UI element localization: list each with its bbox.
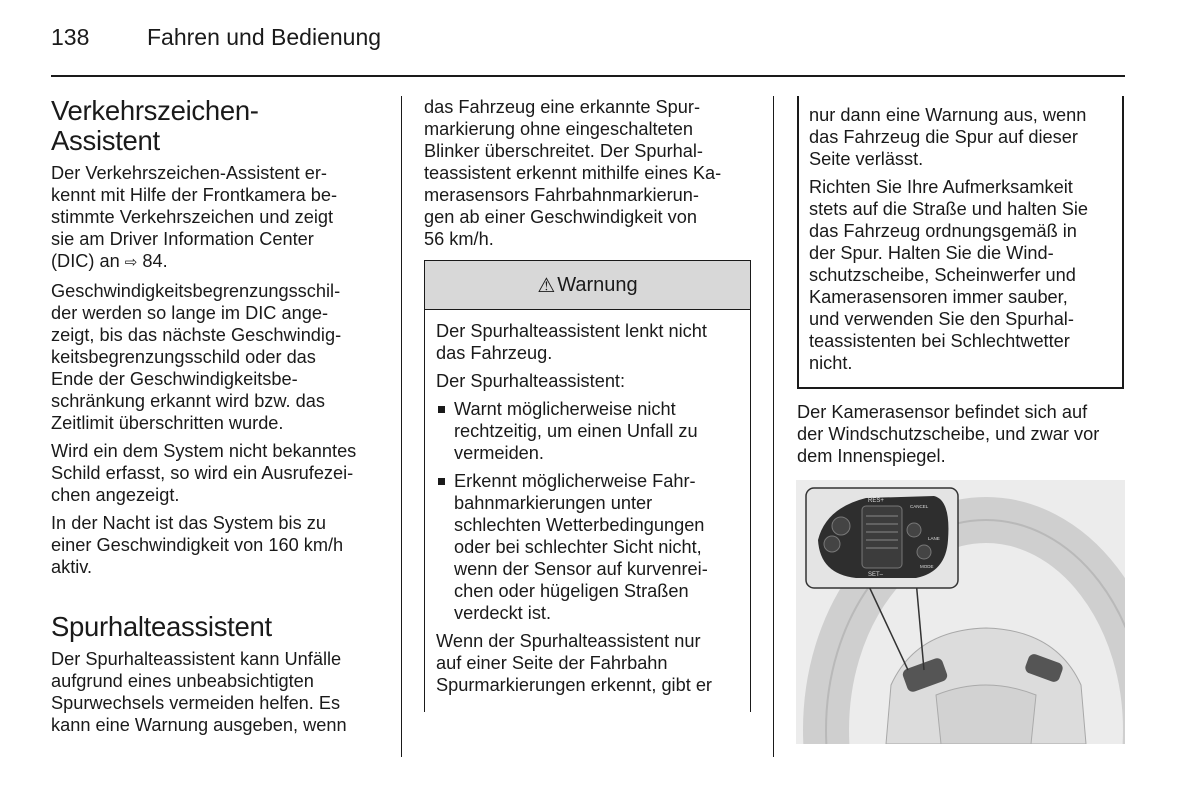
warning-header: [424, 260, 751, 310]
bullet-square-icon: [438, 478, 445, 485]
paragraph: Wenn der Spurhalteassistent nur auf einer Seite der Fahrbahn Spurmarkierungen erkennt, gibt er: [436, 631, 712, 695]
page-reference[interactable]: 84.: [142, 251, 168, 271]
bullet-list: [436, 398, 746, 624]
paragraph: das Fahrzeug eine erkannte Spur- markierung ohne eingeschalteten Blinker überschreitet. Der Spurhal- teassistent erkennt mithilfe eines Ka- merasensors Fahrbahnmarkierun- gen ab einer Geschwindigkeit von 56 km/h.: [424, 97, 722, 249]
paragraph: In der Nacht ist das System bis zu einer Geschwindigkeit von 160 km/h aktiv.: [51, 513, 344, 577]
section-verkehrszeichen: [51, 96, 381, 584]
lane-label: LANE: [928, 536, 940, 541]
paragraph: Der Kamerasensor befindet sich auf der Windschutzscheibe, und zwar vor dem Innenspiegel.: [797, 402, 1100, 466]
paragraph: Der Spurhalteassistent kann Unfälle aufgrund eines unbeabsichtigten Spurwechsels vermeiden helfen. Es kann eine Warnung ausgeben, wenn: [51, 649, 347, 735]
list-item: Warnt möglicherweise nicht rechtzeitig, um einen Unfall zu vermeiden.: [436, 398, 746, 464]
arrow-reference-icon: ⇨: [124, 254, 138, 271]
heading-spurhalteassistent: Spurhalteassistent: [51, 611, 272, 642]
column-divider-2: [773, 96, 774, 757]
paragraph: nur dann eine Warnung aus, wenn das Fahrzeug die Spur auf dieser Seite verlässt.: [809, 105, 1087, 169]
paragraph: Der Verkehrszeichen-Assistent er- kennt mit Hilfe der Frontkamera be- stimmte Verkehrszeichen und zeigt sie am Driver Information Center (DIC) an ⇨ 84.: [51, 163, 338, 271]
chapter-title: Fahren und Bedienung: [147, 24, 382, 50]
page-number: 138: [51, 24, 90, 50]
res-label: RES+: [868, 498, 884, 504]
warning-triangle-icon: ⚠: [537, 274, 556, 297]
set-label: SET–: [868, 572, 884, 578]
cancel-label: CANCEL: [910, 504, 929, 509]
warning-body: [424, 309, 751, 712]
warning-title: Warnung: [557, 273, 638, 296]
column-divider-1: [401, 96, 402, 757]
list-item: Erkennt möglicherweise Fahr- bahnmarkierungen unter schlechten Wetterbedingungen oder bei schlechter Sicht nicht, wenn der Sensor auf kurvenrei- chen oder hügeligen Straßen verdeckt ist.: [436, 470, 746, 624]
paragraph: Geschwindigkeitsbegrenzungsschil- der werden so lange im DIC ange- zeigt, bis das nächste Geschwindig- keitsbegrenzungsschild oder das Ende der Geschwindigkeitsbe- schränkung erkannt wird bzw. das Zeitlimit überschritten wurde.: [51, 281, 342, 433]
paragraph: Der Spurhalteassistent:: [436, 371, 626, 391]
paragraph: Richten Sie Ihre Aufmerksamkeit stets auf die Straße und halten Sie das Fahrzeug ordnungsgemäß in der Spur. Halten Sie die Wind- schutzscheibe, Scheinwerfer und Kamerasensoren immer sauber, und verwenden Sie den Spurhal- teassistenten bei Schlechtwetter nicht.: [809, 177, 1089, 373]
header-rule: [51, 75, 1125, 77]
paragraph: Der Spurhalteassistent lenkt nicht das Fahrzeug.: [436, 321, 707, 363]
heading-verkehrszeichen: Verkehrszeichen- Assistent: [51, 95, 259, 156]
steering-wheel-controls-illustration: [796, 480, 1125, 744]
bullet-square-icon: [438, 406, 445, 413]
warning-box: [424, 260, 751, 712]
warning-box-continued: [797, 96, 1124, 389]
section-spurhalteassistent: [51, 612, 381, 742]
mode-label: MODE: [920, 564, 934, 569]
paragraph: Wird ein dem System nicht bekanntes Schild erfasst, so wird ein Ausrufezei- chen angezeigt.: [51, 441, 357, 505]
